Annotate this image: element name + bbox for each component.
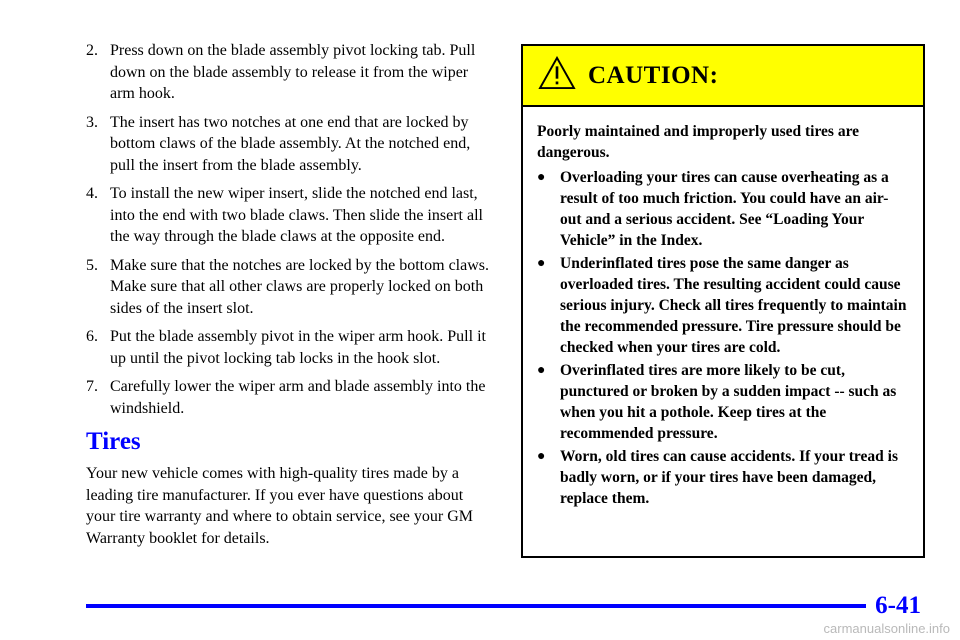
tires-heading: Tires <box>86 428 141 455</box>
step-number: 4. <box>86 185 98 202</box>
watermark: carmanualsonline.info <box>823 621 950 636</box>
step-text: Press down on the blade assembly pivot locking tab. Pull down on the blade assembly to release it from the wiper arm hook. <box>110 42 476 102</box>
step-item <box>86 112 496 177</box>
caution-bullet-text: Overloading your tires can cause overheating as a result of too much friction. You could have an air-out and a serious accident. See “Loading Your Vehicle” in the Index. <box>560 169 889 249</box>
caution-box <box>521 44 925 558</box>
instructions-column <box>86 40 496 549</box>
caution-bullet <box>537 167 909 251</box>
bullet-icon: ● <box>537 449 546 464</box>
step-item <box>86 40 496 105</box>
caution-bullet-text: Overinflated tires are more likely to be cut, punctured or broken by a sudden impact -- such as when you hit a pothole. Keep tires at the recommended pressure. <box>560 362 897 442</box>
footer-rule <box>86 604 866 608</box>
step-item <box>86 376 496 419</box>
step-text: Make sure that the notches are locked by the bottom claws. Make sure that all other claws are properly locked on both sides of the insert slot. <box>110 256 489 317</box>
caution-bullet-text: Underinflated tires pose the same danger as overloaded tires. The resulting accident could cause serious injury. Check all tires frequently to maintain the recommended pressure. Tire pressure should be checked when your tires are cold. <box>560 255 907 356</box>
step-number: 6. <box>86 328 98 345</box>
bullet-icon: ● <box>537 363 546 378</box>
step-text: Carefully lower the wiper arm and blade assembly into the windshield. <box>110 378 486 417</box>
bullet-icon: ● <box>537 256 546 271</box>
warning-triangle-icon <box>538 56 576 90</box>
caution-bullet <box>537 446 909 509</box>
step-number: 3. <box>86 113 98 131</box>
page-number: 6-41 <box>875 592 921 619</box>
step-text: Put the blade assembly pivot in the wiper arm hook. Pull it up until the pivot locking tab locks in the hook slot. <box>110 328 486 367</box>
step-item <box>86 255 496 320</box>
bullet-icon: ● <box>537 170 546 185</box>
tires-body-text: Your new vehicle comes with high-quality tires made by a leading tire manufacturer. If you ever have questions about your tire warranty and where to obtain service, see your GM Warranty booklet for details. <box>86 465 473 547</box>
caution-title: CAUTION: <box>588 61 719 89</box>
step-text: The insert has two notches at one end that are locked by bottom claws of the blade assembly. At the notched end, pull the insert from the blade assembly. <box>110 113 471 174</box>
caution-intro: Poorly maintained and improperly used tires are dangerous. <box>537 123 860 161</box>
step-item <box>86 326 496 369</box>
step-number: 5. <box>86 256 98 274</box>
step-text: To install the new wiper insert, slide the notched end last, into the end with two blade claws. Then slide the insert all the way through the blade claws at the opposite end. <box>110 185 483 245</box>
step-number: 7. <box>86 378 98 395</box>
caution-bullet-text: Worn, old tires can cause accidents. If your tread is badly worn, or if your tires have been damaged, replace them. <box>560 448 898 507</box>
caution-body <box>523 107 923 509</box>
caution-header <box>523 46 923 107</box>
step-number: 2. <box>86 42 98 59</box>
caution-bullet <box>537 253 909 358</box>
step-item <box>86 183 496 248</box>
caution-bullet <box>537 360 909 444</box>
